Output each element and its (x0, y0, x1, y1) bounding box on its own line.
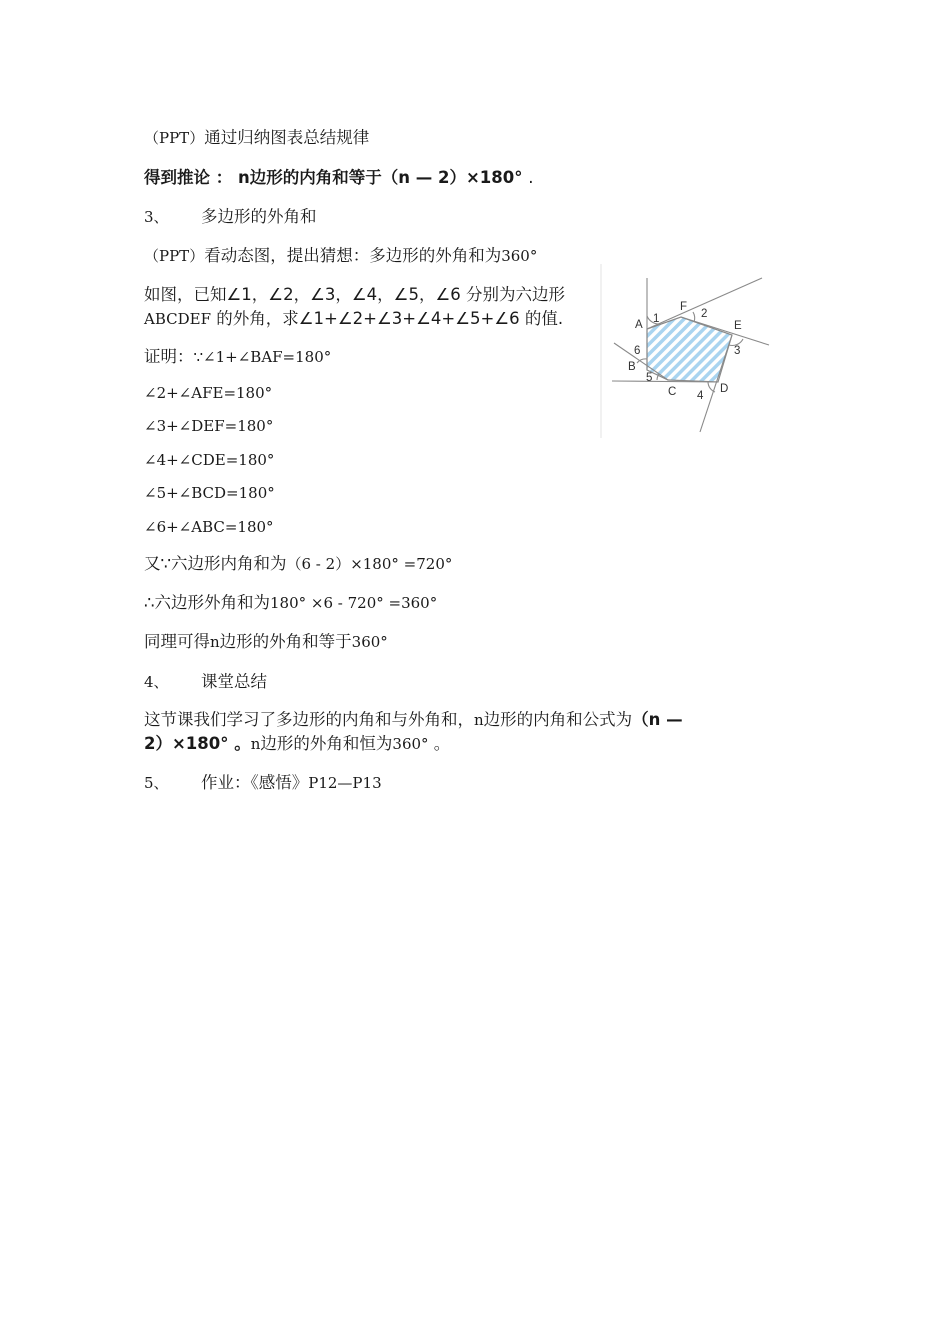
proof-line-4: ∠4+∠CDE=180° (144, 451, 275, 469)
generalization-line: 同理可得n边形的外角和等于360° (144, 632, 388, 651)
ppt-summary-line (144, 126, 369, 150)
angle-label-3: 3 (734, 345, 741, 357)
problem-statement-line-1: 如图，已知∠1，∠2，∠3，∠4，∠5，∠6 分别为六边形 (144, 285, 565, 304)
inference-line: 得到推论 ： n边形的内角和等于（n — 2）×180° . (144, 168, 534, 187)
vertex-label-d: D (720, 383, 729, 395)
ppt-summary-text: 通过归纳图表总结规律 (204, 128, 370, 147)
extension-af (647, 278, 762, 329)
vertex-label-a: A (635, 319, 643, 331)
summary-line-2: 2）×180° 。n边形的外角和恒为360° 。 (144, 734, 451, 753)
angle-label-1: 1 (653, 313, 660, 325)
proof-line-5: ∠5+∠BCD=180° (144, 484, 275, 502)
angle-label-2: 2 (701, 308, 708, 320)
proof-line-1: 证明：∵∠1+∠BAF=180° (144, 347, 332, 366)
ppt-conjecture-line: （PPT）看动态图，提出猜想：多边形的外角和为360° (144, 246, 538, 265)
summary-line-1: 这节课我们学习了多边形的内角和与外角和，n边形的内角和公式为（n — (144, 710, 683, 729)
section-3-heading: 3、 多边形的外角和 (144, 207, 317, 226)
angle-label-5: 5 (646, 372, 653, 384)
proof-line-2: ∠2+∠AFE=180° (144, 384, 273, 402)
problem-statement-line-2: ABCDEF 的外角，求∠1+∠2+∠3+∠4+∠5+∠6 的值. (144, 309, 564, 328)
vertex-label-c: C (668, 386, 677, 398)
ppt-tag: （PPT） (144, 129, 205, 147)
hexagon-exterior-angle-figure (600, 262, 775, 440)
vertex-label-b: B (628, 361, 636, 373)
vertex-label-f: F (680, 301, 688, 313)
proof-line-3: ∠3+∠DEF=180° (144, 417, 274, 435)
angle-label-6: 6 (634, 345, 641, 357)
interior-sum-line: 又∵六边形内角和为（6 - 2）×180° =720° (144, 554, 453, 573)
vertex-label-e: E (734, 320, 742, 332)
exterior-sum-line: ∴六边形外角和为180° ×6 - 720° =360° (144, 593, 438, 612)
section-5-heading: 5、 作业：《感悟》P12—P13 (144, 773, 382, 792)
section-4-heading: 4、 课堂总结 (144, 672, 267, 691)
proof-line-6: ∠6+∠ABC=180° (144, 518, 274, 536)
angle-label-4: 4 (697, 390, 704, 402)
